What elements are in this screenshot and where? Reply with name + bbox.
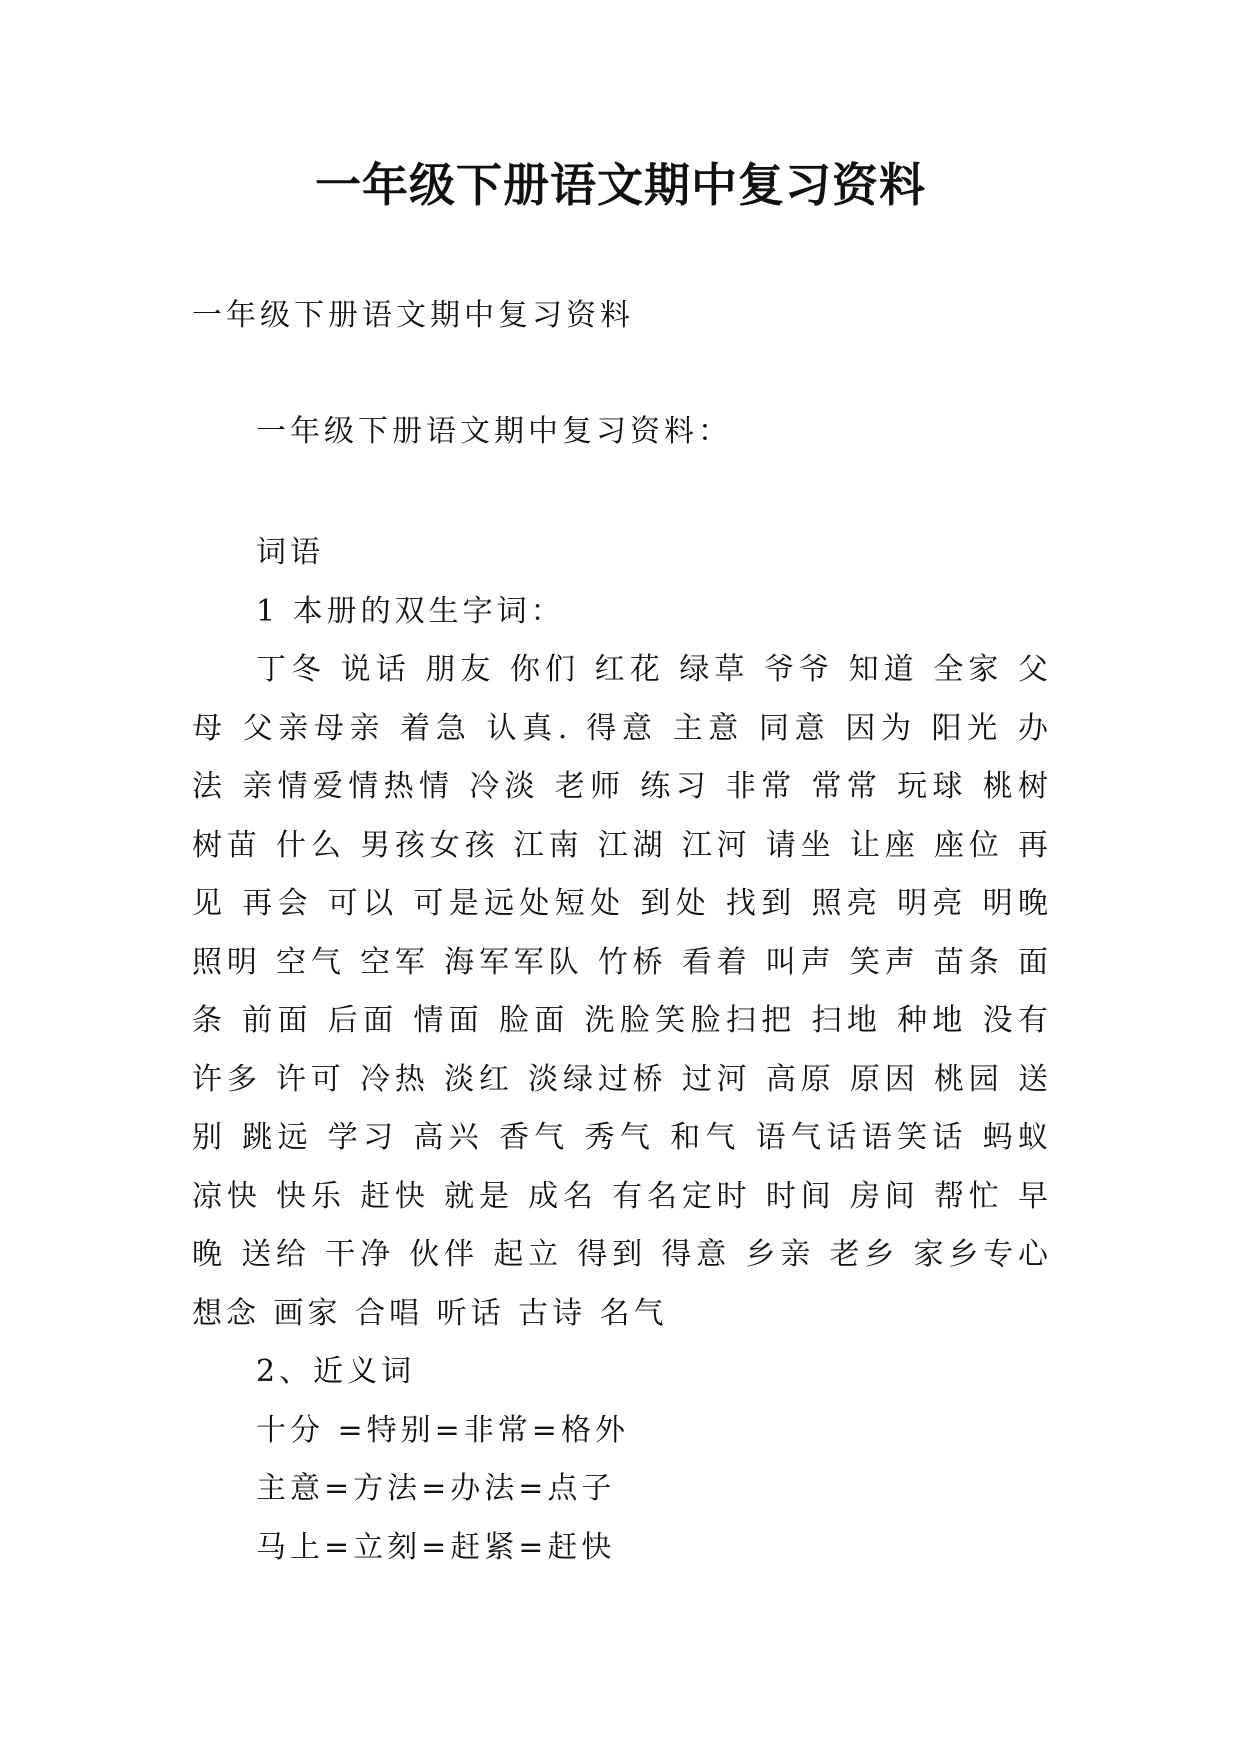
item2-heading: 2、近义词 bbox=[256, 1354, 416, 1389]
synonym-line: 主意=方法=办法=点子 bbox=[256, 1471, 616, 1506]
word-list-line: 照明 空气 空军 海军军队 竹桥 看着 叫声 笑声 苗条 面 bbox=[192, 944, 1052, 980]
synonym-line: 马上=立刻=赶紧=赶快 bbox=[256, 1529, 616, 1565]
word-list-line: 见 再会 可以 可是远处短处 到处 找到 照亮 明亮 明晚 bbox=[192, 886, 1052, 921]
intro-line: 一年级下册语文期中复习资料： bbox=[256, 414, 732, 449]
word-list-line: 树苗 什么 男孩女孩 江南 江湖 江河 请坐 让座 座位 再 bbox=[192, 827, 1052, 863]
word-list-line: 想念 画家 合唱 听话 古诗 名气 bbox=[192, 1295, 668, 1331]
document-body bbox=[192, 524, 1052, 1577]
word-list-line: 母 父亲母亲 着急 认真. 得意 主意 同意 因为 阳光 办 bbox=[192, 710, 1052, 746]
document-subtitle: 一年级下册语文期中复习资料 bbox=[192, 298, 634, 333]
word-list-line: 别 跳远 学习 高兴 香气 秀气 和气 语气话语笑话 蚂蚁 bbox=[192, 1120, 1052, 1155]
word-list-line: 凉快 快乐 赶快 就是 成名 有名定时 时间 房间 帮忙 早 bbox=[192, 1178, 1052, 1214]
item1-heading: 1 本册的双生字词： bbox=[256, 593, 565, 629]
word-list-line: 许多 许可 冷热 淡红 淡绿过桥 过河 高原 原因 桃园 送 bbox=[192, 1061, 1052, 1097]
section-heading: 词语 bbox=[256, 535, 324, 570]
word-list-line: 晚 送给 干净 伙伴 起立 得到 得意 乡亲 老乡 家乡专心 bbox=[192, 1237, 1052, 1272]
word-list-line: 条 前面 后面 情面 脸面 洗脸笑脸扫把 扫地 种地 没有 bbox=[192, 1003, 1052, 1038]
document-title: 一年级下册语文期中复习资料 bbox=[315, 158, 926, 212]
synonym-line: 十分 =特别=非常=格外 bbox=[256, 1412, 629, 1448]
word-list-line: 丁冬 说话 朋友 你们 红花 绿草 爷爷 知道 全家 父 bbox=[256, 652, 1052, 687]
word-list-line: 法 亲情爱情热情 冷淡 老师 练习 非常 常常 玩球 桃树 bbox=[192, 769, 1052, 804]
